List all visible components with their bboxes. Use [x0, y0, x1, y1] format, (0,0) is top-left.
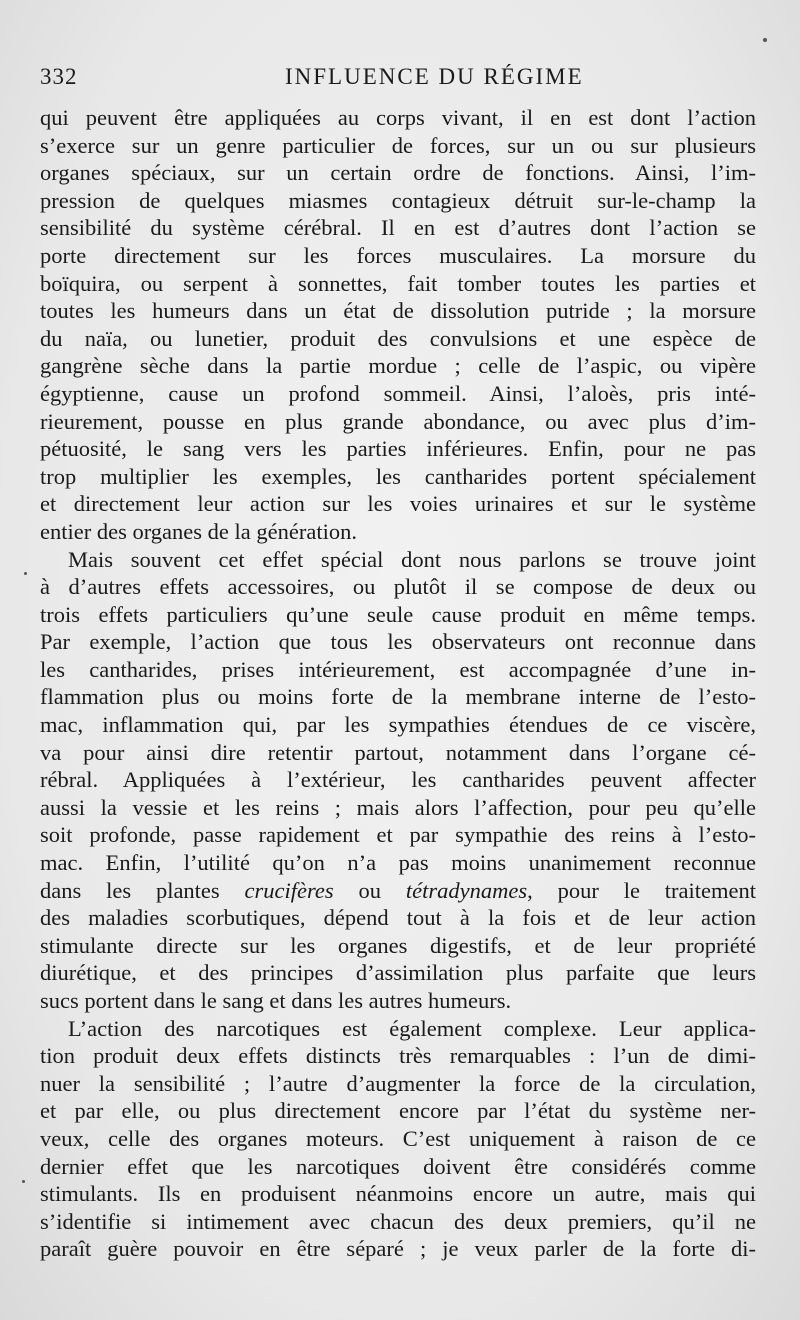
text-line: tion produit deux effets distincts très remarquables : l’un de dimi- — [40, 1043, 756, 1069]
paragraph — [40, 546, 756, 1015]
text-line: sensibilité du système cérébral. Il en est d’autres dont l’action se — [40, 215, 756, 241]
text-line: mac. Enfin, l’utilité qu’on n’a pas moins unanimement reconnue — [40, 850, 756, 876]
paragraph — [40, 104, 756, 546]
text-line: flammation plus ou moins forte de la membrane interne de l’esto- — [40, 684, 756, 710]
running-title: INFLUENCE DU RÉGIME — [285, 64, 584, 89]
text-line: trop multiplier les exemples, les cantharides portent spécialement — [40, 463, 756, 489]
text-line: à d’autres effets accessoires, ou plutôt il se compose de deux ou — [40, 574, 756, 600]
text-line: porte directement sur les forces musculaires. La morsure du — [40, 242, 756, 268]
running-header — [40, 64, 756, 100]
text-line: rieurement, pousse en plus grande abondance, ou avec plus d’im- — [40, 408, 756, 434]
page-number: 332 — [40, 64, 78, 89]
text-line: aussi la vessie et les reins ; mais alors l’affection, pour peu qu’elle — [40, 794, 756, 820]
paragraph — [40, 1015, 756, 1263]
body-text — [40, 104, 756, 1263]
text-line: et par elle, ou plus directement encore par l’état du système ner- — [40, 1098, 756, 1124]
text-line: trois effets particuliers qu’une seule cause produit en même temps. — [40, 601, 756, 627]
text-line: dans les plantes crucifères ou tétradynames, pour le traitement — [40, 877, 756, 903]
text-line: dernier effet que les narcotiques doivent être considérés comme — [40, 1153, 756, 1179]
text-line: entier des organes de la génération. — [40, 518, 357, 544]
text-line: pétuosité, le sang vers les parties inférieures. Enfin, pour ne pas — [40, 436, 756, 462]
ink-speck — [24, 572, 27, 575]
text-line: du naïa, ou lunetier, produit des convulsions et une espèce de — [40, 325, 756, 351]
ink-speck — [763, 38, 767, 42]
text-line: s’exerce sur un genre particulier de forces, sur un ou sur plusieurs — [40, 132, 756, 158]
text-line: nuer la sensibilité ; l’autre d’augmenter la force de la circulation, — [40, 1070, 756, 1096]
text-line: Mais souvent cet effet spécial dont nous parlons se trouve joint — [68, 546, 756, 572]
text-line: paraît guère pouvoir en être séparé ; je veux parler de la forte di- — [40, 1236, 756, 1262]
text-line: mac, inflammation qui, par les sympathies étendues de ce viscère, — [40, 712, 756, 738]
text-line: égyptienne, cause un profond sommeil. Ainsi, l’aloès, pris inté- — [40, 380, 756, 406]
text-line: Par exemple, l’action que tous les observateurs ont reconnue dans — [40, 629, 756, 655]
text-line: sucs portent dans le sang et dans les autres humeurs. — [40, 988, 512, 1013]
text-line: va pour ainsi dire retentir partout, notamment dans l’organe cé- — [40, 739, 756, 765]
text-line: diurétique, et des principes d’assimilation plus parfaite que leurs — [40, 960, 756, 986]
text-line: organes spéciaux, sur un certain ordre de fonctions. Ainsi, l’im- — [40, 160, 756, 186]
text-line: des maladies scorbutiques, dépend tout à la fois et de leur action — [40, 905, 756, 931]
italic-term: tétradynames — [405, 877, 528, 903]
text-line: toutes les humeurs dans un état de dissolution putride ; la morsure — [40, 298, 756, 324]
text-line: s’identifie si intimement avec chacun des deux premiers, qu’il ne — [40, 1208, 756, 1234]
text-line: soit profonde, passe rapidement et par sympathie des reins à l’esto- — [40, 822, 756, 848]
text-line: gangrène sèche dans la partie mordue ; celle de l’aspic, ou vipère — [40, 353, 756, 379]
text-line: veux, celle des organes moteurs. C’est uniquement à raison de ce — [40, 1125, 756, 1151]
text-line: et directement leur action sur les voies urinaires et sur le système — [40, 491, 756, 517]
ink-speck — [22, 1180, 25, 1183]
text-line: stimulants. Ils en produisent néanmoins encore un autre, mais qui — [40, 1181, 756, 1207]
text-line: boïquira, ou serpent à sonnettes, fait tomber toutes les parties et — [40, 270, 756, 296]
text-line: stimulante directe sur les organes digestifs, et de leur propriété — [40, 932, 756, 958]
italic-term: crucifères — [244, 877, 334, 903]
text-line: rébral. Appliquées à l’extérieur, les cantharides peuvent affecter — [40, 767, 756, 793]
text-line: les cantharides, prises intérieurement, est accompagnée d’une in- — [40, 656, 756, 682]
text-line: qui peuvent être appliquées au corps vivant, il en est dont l’action — [40, 105, 756, 130]
text-line: L’action des narcotiques est également complexe. Leur applica- — [68, 1015, 756, 1041]
text-line: pression de quelques miasmes contagieux détruit sur-le-champ la — [40, 187, 756, 213]
